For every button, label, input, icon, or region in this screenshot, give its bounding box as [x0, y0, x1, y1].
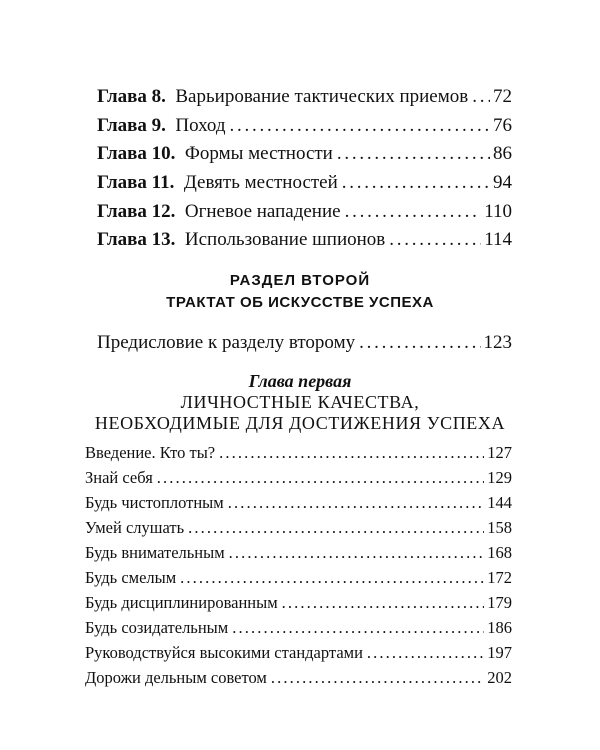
toc-entry[interactable]: [97, 172, 512, 194]
toc-entry-title: Формы местности: [184, 143, 333, 164]
toc-entry-title: Варьирование тактических приемов: [175, 86, 469, 107]
toc-entry-title: Использование шпионов: [184, 229, 386, 250]
chapter-title-line-1: ЛИЧНОСТНЫЕ КАЧЕСТВА,: [180, 392, 420, 412]
toc-page-number: 110: [484, 201, 512, 222]
toc-page-number: 168: [487, 543, 512, 562]
toc-page-number: 129: [487, 468, 512, 487]
toc-page-number: 197: [487, 643, 512, 662]
toc-page-number: 76: [493, 115, 512, 136]
toc-entry[interactable]: [85, 643, 512, 663]
chapter-title-line-2: НЕОБХОДИМЫЕ ДЛЯ ДОСТИЖЕНИЯ УСПЕХА: [94, 413, 506, 433]
toc-chapter-number: Глава 13.: [97, 229, 176, 250]
toc-chapter-number: Глава 10.: [97, 143, 176, 164]
toc-entry[interactable]: [85, 593, 512, 613]
toc-entry-title: Руководствуйся высокими стандартами: [85, 643, 363, 662]
toc-page-number: 202: [487, 668, 512, 687]
section-title: ТРАКТАТ ОБ ИСКУССТВЕ УСПЕХА: [166, 294, 434, 311]
toc-entry[interactable]: [97, 86, 512, 108]
toc-entry[interactable]: [85, 618, 512, 638]
toc-entry[interactable]: [85, 543, 512, 563]
toc-page-number: 94: [493, 172, 512, 193]
toc-page-number: 127: [487, 443, 512, 462]
dot-leader: [219, 443, 484, 463]
toc-page-number: 86: [493, 143, 512, 164]
toc-entry-title: Будь смелым: [85, 568, 177, 587]
toc-entry-preface[interactable]: [97, 332, 512, 354]
toc-entry-title: Девять местностей: [183, 172, 338, 193]
toc-entry-title: Умей слушать: [85, 518, 185, 537]
toc-page-number: 186: [487, 618, 512, 637]
dot-leader: [157, 468, 484, 488]
dot-leader: [359, 332, 480, 354]
dot-leader: [230, 115, 490, 137]
toc-entry-title: Поход: [175, 115, 226, 136]
toc-entry-title: Будь дисциплинированным: [85, 593, 278, 612]
dot-leader: [345, 201, 482, 223]
dot-leader: [282, 593, 485, 613]
toc-entry-title: Предисловие к разделу второму: [97, 332, 356, 353]
toc-chapter-number: Глава 11.: [97, 172, 175, 193]
toc-entry[interactable]: [97, 229, 512, 251]
toc-entry[interactable]: [85, 568, 512, 588]
toc-chapter-number: Глава 8.: [97, 86, 166, 107]
toc-entry[interactable]: [85, 468, 512, 488]
toc-entry-title: Будь созидательным: [85, 618, 229, 637]
toc-entry[interactable]: [85, 493, 512, 513]
toc-page-number: 114: [484, 229, 512, 250]
toc-entry[interactable]: [85, 668, 512, 688]
toc-entry-title: Будь чистоплотным: [85, 493, 224, 512]
toc-chapter-number: Глава 9.: [97, 115, 166, 136]
toc-page-number: 172: [487, 568, 512, 587]
toc-entry-title: Введение. Кто ты?: [85, 443, 216, 462]
toc-page-number: 144: [487, 493, 512, 512]
toc-entry-title: Будь внимательным: [85, 543, 225, 562]
dot-leader: [337, 143, 490, 165]
toc-page-number: 123: [483, 332, 512, 353]
toc-page-number: 72: [493, 86, 512, 107]
dot-leader: [342, 172, 490, 194]
toc-entry[interactable]: [97, 115, 512, 137]
dot-leader: [229, 543, 485, 563]
toc-page-number: 179: [487, 593, 512, 612]
section-label: РАЗДЕЛ ВТОРОЙ: [229, 272, 371, 289]
dot-leader: [367, 643, 484, 663]
toc-entry-title: Дорожи дельным советом: [85, 668, 267, 687]
toc-entry-title: Знай себя: [85, 468, 153, 487]
chapter-label: Глава первая: [248, 371, 352, 391]
dot-leader: [472, 86, 490, 108]
toc-entry[interactable]: [97, 143, 512, 165]
toc-entry[interactable]: [85, 518, 512, 538]
toc-entry-title: Огневое нападение: [184, 201, 341, 222]
toc-chapter-number: Глава 12.: [97, 201, 176, 222]
dot-leader: [180, 568, 484, 588]
dot-leader: [389, 229, 481, 251]
dot-leader: [228, 493, 485, 513]
toc-page-number: 158: [487, 518, 512, 537]
dot-leader: [271, 668, 484, 688]
toc-entry[interactable]: [85, 443, 512, 463]
dot-leader: [188, 518, 484, 538]
dot-leader: [232, 618, 484, 638]
toc-entry[interactable]: [97, 201, 512, 223]
